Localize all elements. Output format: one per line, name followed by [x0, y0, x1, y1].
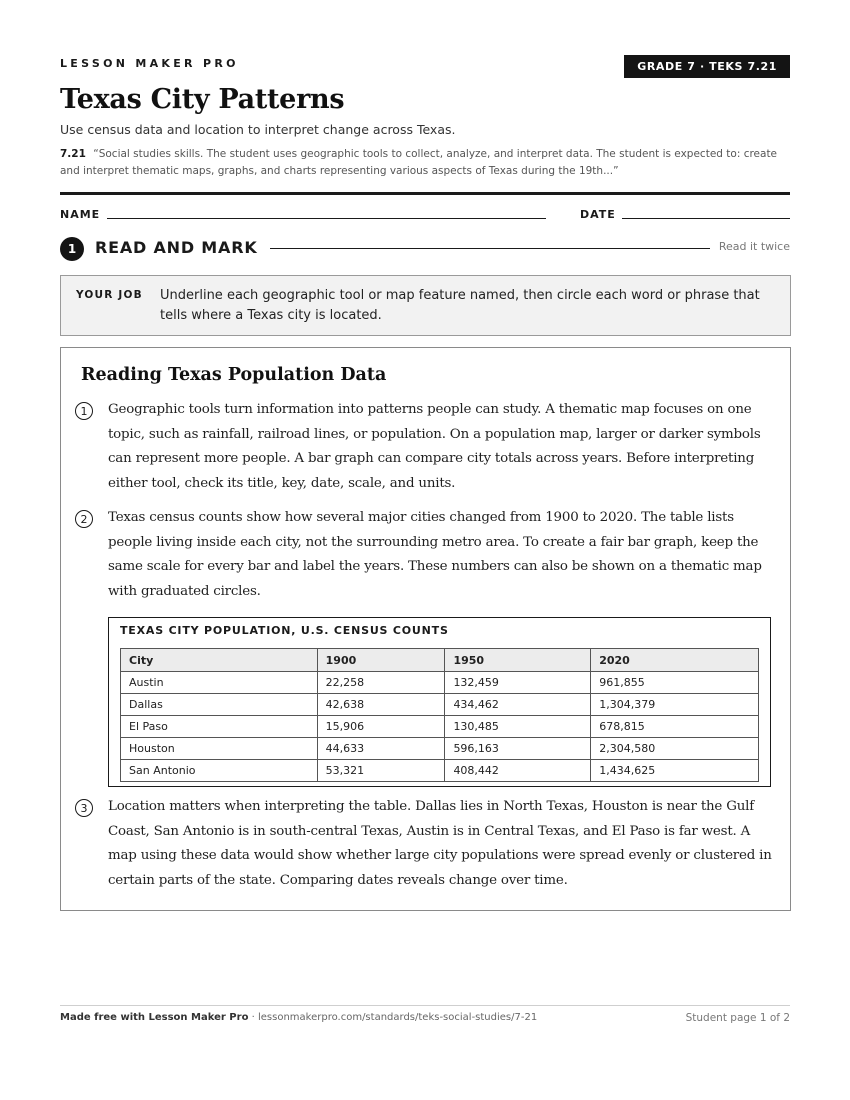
table-cell: 42,638	[317, 694, 445, 716]
standard-statement	[60, 146, 790, 180]
step-number-badge: 1	[60, 237, 84, 261]
job-label: YOUR JOB	[76, 289, 143, 301]
table-cell: Houston	[121, 738, 318, 760]
table-cell: Dallas	[121, 694, 318, 716]
table-row	[121, 716, 759, 738]
paragraph[interactable]: Texas census counts show how several major cities changed from 1900 to 2020. The table lists people living inside each city, not the surrounding metro area. To create a fair bar graph, keep the same scale for every bar and label the years. These numbers can also be shown on a thematic map with graduated circles.	[108, 510, 762, 599]
table-cell: 132,459	[445, 672, 591, 694]
paragraph-number: 3	[75, 799, 93, 817]
column-header: City	[121, 649, 318, 672]
table-cell: 678,815	[591, 716, 759, 738]
table-row	[121, 760, 759, 782]
table-row	[121, 672, 759, 694]
table-cell: 2,304,580	[591, 738, 759, 760]
header-divider	[60, 192, 790, 195]
table-cell: 596,163	[445, 738, 591, 760]
table-cell: Austin	[121, 672, 318, 694]
table-cell: 44,633	[317, 738, 445, 760]
name-label: NAME	[60, 208, 101, 221]
footer-url[interactable]: · lessonmakerpro.com/standards/teks-social-studies/7-21	[248, 1012, 538, 1023]
table-cell: 408,442	[445, 760, 591, 782]
standard-code: 7.21	[60, 148, 86, 160]
footer-made-by: Made free with Lesson Maker Pro	[60, 1012, 249, 1023]
paragraph[interactable]: Location matters when interpreting the table. Dallas lies in North Texas, Houston is near the Gulf Coast, San Antonio is in south-central Texas, Austin is in Central Texas, and El Paso is far west. A map using these data would show whether large city populations were spread evenly or clustered in certain parts of the state. Comparing dates reveals change over time.	[108, 799, 772, 888]
table-row	[121, 694, 759, 716]
section-title: READ AND MARK	[95, 238, 258, 257]
table-cell: 1,304,379	[591, 694, 759, 716]
table-cell: 1,434,625	[591, 760, 759, 782]
table-cell: El Paso	[121, 716, 318, 738]
paragraph[interactable]: Geographic tools turn information into patterns people can study. A thematic map focuses on one topic, such as rainfall, railroad lines, or population. On a population map, larger or darker symbols can represent more people. A bar graph can compare city totals across years. Before interpreting either tool, check its title, key, date, scale, and units.	[108, 402, 761, 491]
table-cell: 22,258	[317, 672, 445, 694]
page-subtitle: Use census data and location to interpret change across Texas.	[60, 122, 456, 137]
table-cell: 15,906	[317, 716, 445, 738]
table-cell: 434,462	[445, 694, 591, 716]
brand-name: LESSON MAKER PRO	[60, 57, 239, 70]
section-divider	[270, 248, 710, 249]
column-header: 1900	[317, 649, 445, 672]
table-header-row	[121, 649, 759, 672]
footer-divider	[60, 1005, 790, 1006]
reading-title: Reading Texas Population Data	[81, 365, 387, 385]
table-cell: 130,485	[445, 716, 591, 738]
date-field[interactable]	[622, 218, 790, 219]
table-cell: San Antonio	[121, 760, 318, 782]
page-title: Texas City Patterns	[60, 84, 345, 115]
job-text: Underline each geographic tool or map feature named, then circle each word or phrase that tells where a Texas city is located.	[160, 288, 760, 323]
grade-badge: GRADE 7 · TEKS 7.21	[624, 55, 790, 78]
table-row	[121, 738, 759, 760]
paragraph-number: 1	[75, 402, 93, 420]
table-cell: 961,855	[591, 672, 759, 694]
table-caption: TEXAS CITY POPULATION, U.S. CENSUS COUNTS	[120, 624, 449, 637]
job-instructions-box	[60, 275, 791, 336]
footer-credit	[60, 1012, 537, 1023]
paragraph-number: 2	[75, 510, 93, 528]
column-header: 1950	[445, 649, 591, 672]
section-hint: Read it twice	[718, 240, 790, 253]
standard-text: “Social studies skills. The student uses geographic tools to collect, analyze, and interpret data. The student is expected to: create and interpret thematic maps, graphs, and charts representing various aspects of Texas during the 19th...”	[60, 148, 778, 177]
name-field[interactable]	[107, 218, 546, 219]
date-label: DATE	[580, 208, 616, 221]
page-indicator: Student page 1 of 2	[685, 1012, 790, 1024]
census-table-box	[108, 617, 771, 787]
table-cell: 53,321	[317, 760, 445, 782]
reading-passage	[60, 347, 791, 911]
column-header: 2020	[591, 649, 759, 672]
census-table	[120, 648, 759, 782]
